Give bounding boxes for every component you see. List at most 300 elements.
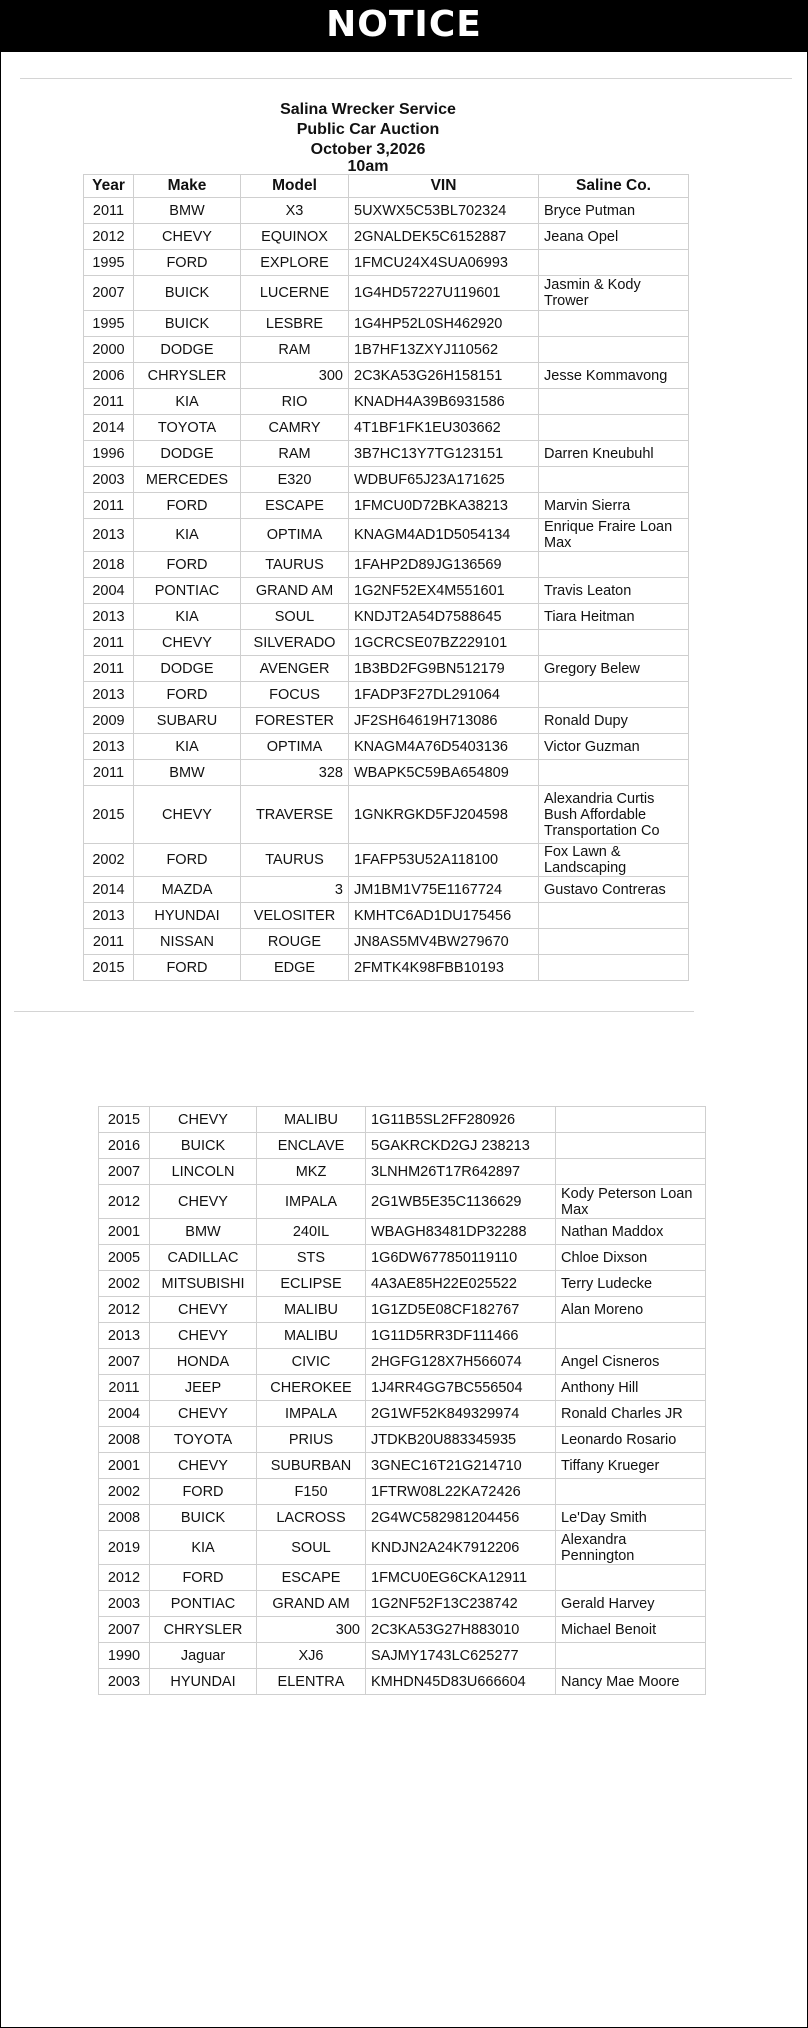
table-header-row xyxy=(84,175,689,198)
cell-saline-co: Angel Cisneros xyxy=(556,1349,706,1375)
cell-vin: JN8AS5MV4BW279670 xyxy=(349,929,539,955)
table-row xyxy=(99,1401,706,1427)
cell-saline-co: Alan Moreno xyxy=(556,1297,706,1323)
cell-make: CHEVY xyxy=(150,1107,257,1133)
table-row xyxy=(99,1479,706,1505)
cell-vin: 1FMCU24X4SUA06993 xyxy=(349,250,539,276)
cell-model: MALIBU xyxy=(257,1107,366,1133)
cell-vin: 1GNKRGKD5FJ204598 xyxy=(349,786,539,844)
cell-vin: 1J4RR4GG7BC556504 xyxy=(366,1375,556,1401)
cell-make: KIA xyxy=(134,389,241,415)
cell-model: XJ6 xyxy=(257,1643,366,1669)
cell-year: 2011 xyxy=(84,656,134,682)
cell-vin: SAJMY1743LC625277 xyxy=(366,1643,556,1669)
cell-saline-co xyxy=(539,337,689,363)
cell-year: 2014 xyxy=(84,877,134,903)
cell-model: GRAND AM xyxy=(257,1591,366,1617)
cell-saline-co: Terry Ludecke xyxy=(556,1271,706,1297)
cell-saline-co xyxy=(556,1133,706,1159)
cell-make: Jaguar xyxy=(150,1643,257,1669)
cell-saline-co: Tiara Heitman xyxy=(539,604,689,630)
cell-year: 2012 xyxy=(99,1185,150,1219)
cell-make: PONTIAC xyxy=(150,1591,257,1617)
table-row xyxy=(99,1669,706,1695)
table-row xyxy=(84,552,689,578)
cell-make: NISSAN xyxy=(134,929,241,955)
cell-year: 2014 xyxy=(84,415,134,441)
table-row xyxy=(84,844,689,877)
cell-vin: 2G1WB5E35C1136629 xyxy=(366,1185,556,1219)
table-row xyxy=(84,630,689,656)
cell-vin: KNAGM4A76D5403136 xyxy=(349,734,539,760)
cell-year: 2015 xyxy=(84,955,134,981)
cell-model: SILVERADO xyxy=(241,630,349,656)
cell-vin: 2FMTK4K98FBB10193 xyxy=(349,955,539,981)
cell-saline-co xyxy=(556,1565,706,1591)
cell-make: KIA xyxy=(134,604,241,630)
cell-make: DODGE xyxy=(134,337,241,363)
top-divider xyxy=(20,78,792,79)
cell-saline-co: Jesse Kommavong xyxy=(539,363,689,389)
cell-year: 2011 xyxy=(99,1375,150,1401)
cell-year: 2016 xyxy=(99,1133,150,1159)
cell-model: FORESTER xyxy=(241,708,349,734)
cell-make: KIA xyxy=(134,519,241,552)
cell-year: 2008 xyxy=(99,1427,150,1453)
cell-saline-co xyxy=(556,1159,706,1185)
table-row xyxy=(84,656,689,682)
cell-year: 2003 xyxy=(84,467,134,493)
cell-saline-co: Anthony Hill xyxy=(556,1375,706,1401)
table-row xyxy=(84,682,689,708)
cell-year: 1996 xyxy=(84,441,134,467)
cell-year: 2019 xyxy=(99,1531,150,1565)
cell-model: 300 xyxy=(257,1617,366,1643)
cell-year: 2011 xyxy=(84,630,134,656)
cell-model: MALIBU xyxy=(257,1323,366,1349)
cell-saline-co: Le'Day Smith xyxy=(556,1505,706,1531)
cell-saline-co: Marvin Sierra xyxy=(539,493,689,519)
cell-vin: 1B3BD2FG9BN512179 xyxy=(349,656,539,682)
table-row xyxy=(99,1245,706,1271)
cell-year: 2007 xyxy=(99,1349,150,1375)
cell-model: 328 xyxy=(241,760,349,786)
auction-heading xyxy=(0,100,736,174)
cell-year: 2002 xyxy=(84,844,134,877)
cell-saline-co xyxy=(539,552,689,578)
table-row xyxy=(99,1133,706,1159)
cell-model: CAMRY xyxy=(241,415,349,441)
cell-vin: 1B7HF13ZXYJ110562 xyxy=(349,337,539,363)
table-row xyxy=(84,786,689,844)
cell-make: CHEVY xyxy=(134,224,241,250)
cell-make: KIA xyxy=(134,734,241,760)
table-row xyxy=(99,1453,706,1479)
table-row xyxy=(99,1591,706,1617)
cell-vin: KNADH4A39B6931586 xyxy=(349,389,539,415)
table-row xyxy=(84,519,689,552)
cell-model: ECLIPSE xyxy=(257,1271,366,1297)
cell-make: SUBARU xyxy=(134,708,241,734)
cell-make: CHEVY xyxy=(150,1297,257,1323)
table-row xyxy=(99,1349,706,1375)
table-row xyxy=(84,955,689,981)
cell-make: PONTIAC xyxy=(134,578,241,604)
cell-model: RAM xyxy=(241,337,349,363)
cell-vin: 5UXWX5C53BL702324 xyxy=(349,198,539,224)
cell-vin: 1FMCU0EG6CKA12911 xyxy=(366,1565,556,1591)
table-row xyxy=(84,276,689,311)
cell-saline-co xyxy=(539,250,689,276)
table-row xyxy=(99,1565,706,1591)
cell-saline-co: Chloe Dixson xyxy=(556,1245,706,1271)
cell-year: 2008 xyxy=(99,1505,150,1531)
cell-make: DODGE xyxy=(134,441,241,467)
cell-make: KIA xyxy=(150,1531,257,1565)
cell-vin: 1G11D5RR3DF111466 xyxy=(366,1323,556,1349)
table-row xyxy=(84,734,689,760)
cell-make: TOYOTA xyxy=(150,1427,257,1453)
cell-year: 2000 xyxy=(84,337,134,363)
cell-vin: 4T1BF1FK1EU303662 xyxy=(349,415,539,441)
cell-make: BMW xyxy=(134,760,241,786)
cell-vin: 3LNHM26T17R642897 xyxy=(366,1159,556,1185)
cell-vin: 1FAFP53U52A118100 xyxy=(349,844,539,877)
cell-make: HYUNDAI xyxy=(150,1669,257,1695)
cell-year: 2011 xyxy=(84,929,134,955)
table-row xyxy=(99,1271,706,1297)
cell-saline-co: Nathan Maddox xyxy=(556,1219,706,1245)
cell-make: CHEVY xyxy=(134,630,241,656)
cell-model: TAURUS xyxy=(241,844,349,877)
cell-model: CHEROKEE xyxy=(257,1375,366,1401)
cell-make: BUICK xyxy=(150,1133,257,1159)
cell-saline-co xyxy=(539,682,689,708)
cell-vin: 2HGFG128X7H566074 xyxy=(366,1349,556,1375)
table-row xyxy=(84,311,689,337)
cell-vin: 1FAHP2D89JG136569 xyxy=(349,552,539,578)
cell-model: 300 xyxy=(241,363,349,389)
cell-make: CHRYSLER xyxy=(150,1617,257,1643)
cell-year: 2003 xyxy=(99,1669,150,1695)
cell-saline-co xyxy=(539,467,689,493)
table-row xyxy=(84,903,689,929)
table-row xyxy=(99,1219,706,1245)
company-name: Salina Wrecker Service xyxy=(280,101,456,118)
cell-model: LACROSS xyxy=(257,1505,366,1531)
cell-year: 2013 xyxy=(84,903,134,929)
cell-make: BMW xyxy=(134,198,241,224)
cell-vin: KNDJT2A54D7588645 xyxy=(349,604,539,630)
cell-year: 2006 xyxy=(84,363,134,389)
cell-saline-co: Travis Leaton xyxy=(539,578,689,604)
cell-saline-co xyxy=(539,415,689,441)
cell-model: ROUGE xyxy=(241,929,349,955)
table-row xyxy=(99,1297,706,1323)
cell-saline-co: Kody Peterson Loan Max xyxy=(556,1185,706,1219)
table-row xyxy=(99,1643,706,1669)
cell-vin: 1FMCU0D72BKA38213 xyxy=(349,493,539,519)
cell-saline-co: Nancy Mae Moore xyxy=(556,1669,706,1695)
cell-model: X3 xyxy=(241,198,349,224)
event-date: October 3,2026 xyxy=(310,141,426,158)
cell-model: SOUL xyxy=(241,604,349,630)
event-name: Public Car Auction xyxy=(296,121,440,138)
cell-make: CHEVY xyxy=(150,1185,257,1219)
cell-model: F150 xyxy=(257,1479,366,1505)
table-row xyxy=(99,1505,706,1531)
cell-saline-co xyxy=(556,1479,706,1505)
table-row xyxy=(99,1185,706,1219)
table-row xyxy=(84,493,689,519)
cell-model: ESCAPE xyxy=(241,493,349,519)
cell-vin: KNAGM4AD1D5054134 xyxy=(349,519,539,552)
cell-saline-co xyxy=(556,1643,706,1669)
cell-year: 2007 xyxy=(99,1159,150,1185)
cell-vin: KMHDN45D83U666604 xyxy=(366,1669,556,1695)
cell-vin: 4A3AE85H22E025522 xyxy=(366,1271,556,1297)
cell-vin: 2G1WF52K849329974 xyxy=(366,1401,556,1427)
cell-model: ESCAPE xyxy=(257,1565,366,1591)
cell-saline-co: Enrique Fraire Loan Max xyxy=(539,519,689,552)
column-header-make: Make xyxy=(134,175,241,198)
cell-model: MALIBU xyxy=(257,1297,366,1323)
cell-year: 2011 xyxy=(84,493,134,519)
cell-saline-co: Victor Guzman xyxy=(539,734,689,760)
cell-vin: 1G4HD57227U119601 xyxy=(349,276,539,311)
cell-model: LUCERNE xyxy=(241,276,349,311)
table-row xyxy=(84,250,689,276)
column-header-saline-co: Saline Co. xyxy=(539,175,689,198)
cell-saline-co: Jasmin & Kody Trower xyxy=(539,276,689,311)
cell-vin: JM1BM1V75E1167724 xyxy=(349,877,539,903)
cell-model: 240IL xyxy=(257,1219,366,1245)
cell-vin: 2C3KA53G26H158151 xyxy=(349,363,539,389)
table-row xyxy=(84,578,689,604)
column-header-vin: VIN xyxy=(349,175,539,198)
cell-model: IMPALA xyxy=(257,1185,366,1219)
cell-vin: 1G11B5SL2FF280926 xyxy=(366,1107,556,1133)
cell-saline-co: Ronald Charles JR xyxy=(556,1401,706,1427)
cell-model: ENCLAVE xyxy=(257,1133,366,1159)
cell-year: 2011 xyxy=(84,760,134,786)
cell-vin: 5GAKRCKD2GJ 238213 xyxy=(366,1133,556,1159)
table-row xyxy=(99,1159,706,1185)
cell-saline-co: Gerald Harvey xyxy=(556,1591,706,1617)
table-row xyxy=(84,760,689,786)
cell-make: FORD xyxy=(134,955,241,981)
cell-year: 2018 xyxy=(84,552,134,578)
cell-saline-co xyxy=(539,630,689,656)
cell-make: LINCOLN xyxy=(150,1159,257,1185)
table-row xyxy=(84,363,689,389)
cell-year: 2002 xyxy=(99,1271,150,1297)
table-row xyxy=(99,1107,706,1133)
cell-make: CHEVY xyxy=(150,1401,257,1427)
table-row xyxy=(84,389,689,415)
cell-vin: 1G2NF52EX4M551601 xyxy=(349,578,539,604)
cell-make: BUICK xyxy=(134,276,241,311)
cell-model: RIO xyxy=(241,389,349,415)
auction-table-2 xyxy=(98,1106,706,1695)
cell-model: OPTIMA xyxy=(241,519,349,552)
cell-vin: 1G2NF52F13C238742 xyxy=(366,1591,556,1617)
cell-make: FORD xyxy=(134,844,241,877)
cell-make: FORD xyxy=(134,552,241,578)
cell-saline-co xyxy=(539,929,689,955)
cell-model: RAM xyxy=(241,441,349,467)
table-row xyxy=(99,1323,706,1349)
cell-year: 2005 xyxy=(99,1245,150,1271)
cell-saline-co xyxy=(539,311,689,337)
cell-saline-co xyxy=(539,955,689,981)
cell-year: 2009 xyxy=(84,708,134,734)
cell-vin: WBAPK5C59BA654809 xyxy=(349,760,539,786)
cell-model: EDGE xyxy=(241,955,349,981)
table-row xyxy=(99,1531,706,1565)
cell-make: FORD xyxy=(150,1479,257,1505)
section-divider xyxy=(14,1011,694,1012)
cell-make: CHRYSLER xyxy=(134,363,241,389)
cell-model: TAURUS xyxy=(241,552,349,578)
cell-saline-co: Tiffany Krueger xyxy=(556,1453,706,1479)
cell-make: CHEVY xyxy=(150,1323,257,1349)
cell-make: TOYOTA xyxy=(134,415,241,441)
cell-year: 2011 xyxy=(84,198,134,224)
cell-model: 3 xyxy=(241,877,349,903)
cell-year: 2015 xyxy=(99,1107,150,1133)
cell-saline-co: Ronald Dupy xyxy=(539,708,689,734)
cell-model: SOUL xyxy=(257,1531,366,1565)
cell-model: LESBRE xyxy=(241,311,349,337)
cell-saline-co xyxy=(539,389,689,415)
cell-saline-co xyxy=(539,903,689,929)
cell-vin: 1GCRCSE07BZ229101 xyxy=(349,630,539,656)
cell-year: 2013 xyxy=(84,734,134,760)
cell-year: 2004 xyxy=(84,578,134,604)
cell-saline-co: Bryce Putman xyxy=(539,198,689,224)
cell-make: FORD xyxy=(134,682,241,708)
cell-saline-co: Gregory Belew xyxy=(539,656,689,682)
cell-saline-co: Fox Lawn & Landscaping xyxy=(539,844,689,877)
cell-vin: WDBUF65J23A171625 xyxy=(349,467,539,493)
cell-model: MKZ xyxy=(257,1159,366,1185)
cell-year: 2013 xyxy=(84,604,134,630)
cell-make: CHEVY xyxy=(134,786,241,844)
cell-year: 2011 xyxy=(84,389,134,415)
table-row xyxy=(99,1427,706,1453)
cell-vin: WBAGH83481DP32288 xyxy=(366,1219,556,1245)
table-row xyxy=(84,708,689,734)
cell-model: SUBURBAN xyxy=(257,1453,366,1479)
auction-table-1 xyxy=(83,174,689,981)
table-row xyxy=(99,1617,706,1643)
cell-vin: KNDJN2A24K7912206 xyxy=(366,1531,556,1565)
cell-make: BUICK xyxy=(134,311,241,337)
table-row xyxy=(84,224,689,250)
cell-year: 2012 xyxy=(99,1565,150,1591)
cell-saline-co: Jeana Opel xyxy=(539,224,689,250)
table-row xyxy=(84,441,689,467)
cell-model: FOCUS xyxy=(241,682,349,708)
table-row xyxy=(84,877,689,903)
cell-model: EQUINOX xyxy=(241,224,349,250)
event-time: 10am xyxy=(347,158,389,175)
cell-year: 2012 xyxy=(99,1297,150,1323)
table-row xyxy=(84,467,689,493)
cell-saline-co: Gustavo Contreras xyxy=(539,877,689,903)
cell-year: 1995 xyxy=(84,311,134,337)
cell-vin: 3GNEC16T21G214710 xyxy=(366,1453,556,1479)
cell-model: PRIUS xyxy=(257,1427,366,1453)
cell-saline-co xyxy=(539,760,689,786)
cell-vin: 1FADP3F27DL291064 xyxy=(349,682,539,708)
cell-saline-co: Leonardo Rosario xyxy=(556,1427,706,1453)
cell-make: FORD xyxy=(134,250,241,276)
cell-year: 2013 xyxy=(84,519,134,552)
cell-saline-co: Michael Benoit xyxy=(556,1617,706,1643)
cell-make: MAZDA xyxy=(134,877,241,903)
cell-vin: JF2SH64619H713086 xyxy=(349,708,539,734)
cell-year: 2015 xyxy=(84,786,134,844)
cell-year: 2003 xyxy=(99,1591,150,1617)
cell-year: 2007 xyxy=(99,1617,150,1643)
cell-make: JEEP xyxy=(150,1375,257,1401)
cell-vin: JTDKB20U883345935 xyxy=(366,1427,556,1453)
table-row xyxy=(99,1375,706,1401)
column-header-year: Year xyxy=(84,175,134,198)
cell-make: HONDA xyxy=(150,1349,257,1375)
cell-model: ELENTRA xyxy=(257,1669,366,1695)
cell-make: MITSUBISHI xyxy=(150,1271,257,1297)
cell-year: 2013 xyxy=(99,1323,150,1349)
cell-saline-co: Alexandra Pennington xyxy=(556,1531,706,1565)
cell-year: 2013 xyxy=(84,682,134,708)
cell-vin: 1G4HP52L0SH462920 xyxy=(349,311,539,337)
cell-vin: 2C3KA53G27H883010 xyxy=(366,1617,556,1643)
cell-saline-co xyxy=(556,1107,706,1133)
cell-make: BMW xyxy=(150,1219,257,1245)
cell-vin: 3B7HC13Y7TG123151 xyxy=(349,441,539,467)
cell-make: HYUNDAI xyxy=(134,903,241,929)
table-row xyxy=(84,337,689,363)
cell-vin: 1G6DW677850119110 xyxy=(366,1245,556,1271)
cell-model: AVENGER xyxy=(241,656,349,682)
cell-year: 2007 xyxy=(84,276,134,311)
cell-model: IMPALA xyxy=(257,1401,366,1427)
cell-vin: 2G4WC582981204456 xyxy=(366,1505,556,1531)
cell-model: VELOSITER xyxy=(241,903,349,929)
cell-make: MERCEDES xyxy=(134,467,241,493)
cell-year: 1990 xyxy=(99,1643,150,1669)
cell-make: FORD xyxy=(150,1565,257,1591)
notice-banner: NOTICE xyxy=(0,0,808,52)
cell-model: STS xyxy=(257,1245,366,1271)
cell-vin: KMHTC6AD1DU175456 xyxy=(349,903,539,929)
cell-model: E320 xyxy=(241,467,349,493)
table-row xyxy=(84,929,689,955)
cell-make: CADILLAC xyxy=(150,1245,257,1271)
column-header-model: Model xyxy=(241,175,349,198)
cell-model: OPTIMA xyxy=(241,734,349,760)
cell-year: 2012 xyxy=(84,224,134,250)
cell-saline-co: Darren Kneubuhl xyxy=(539,441,689,467)
cell-vin: 1FTRW08L22KA72426 xyxy=(366,1479,556,1505)
cell-saline-co: Alexandria Curtis Bush Affordable Transportation Co xyxy=(539,786,689,844)
table-row xyxy=(84,604,689,630)
cell-year: 2002 xyxy=(99,1479,150,1505)
cell-vin: 2GNALDEK5C6152887 xyxy=(349,224,539,250)
